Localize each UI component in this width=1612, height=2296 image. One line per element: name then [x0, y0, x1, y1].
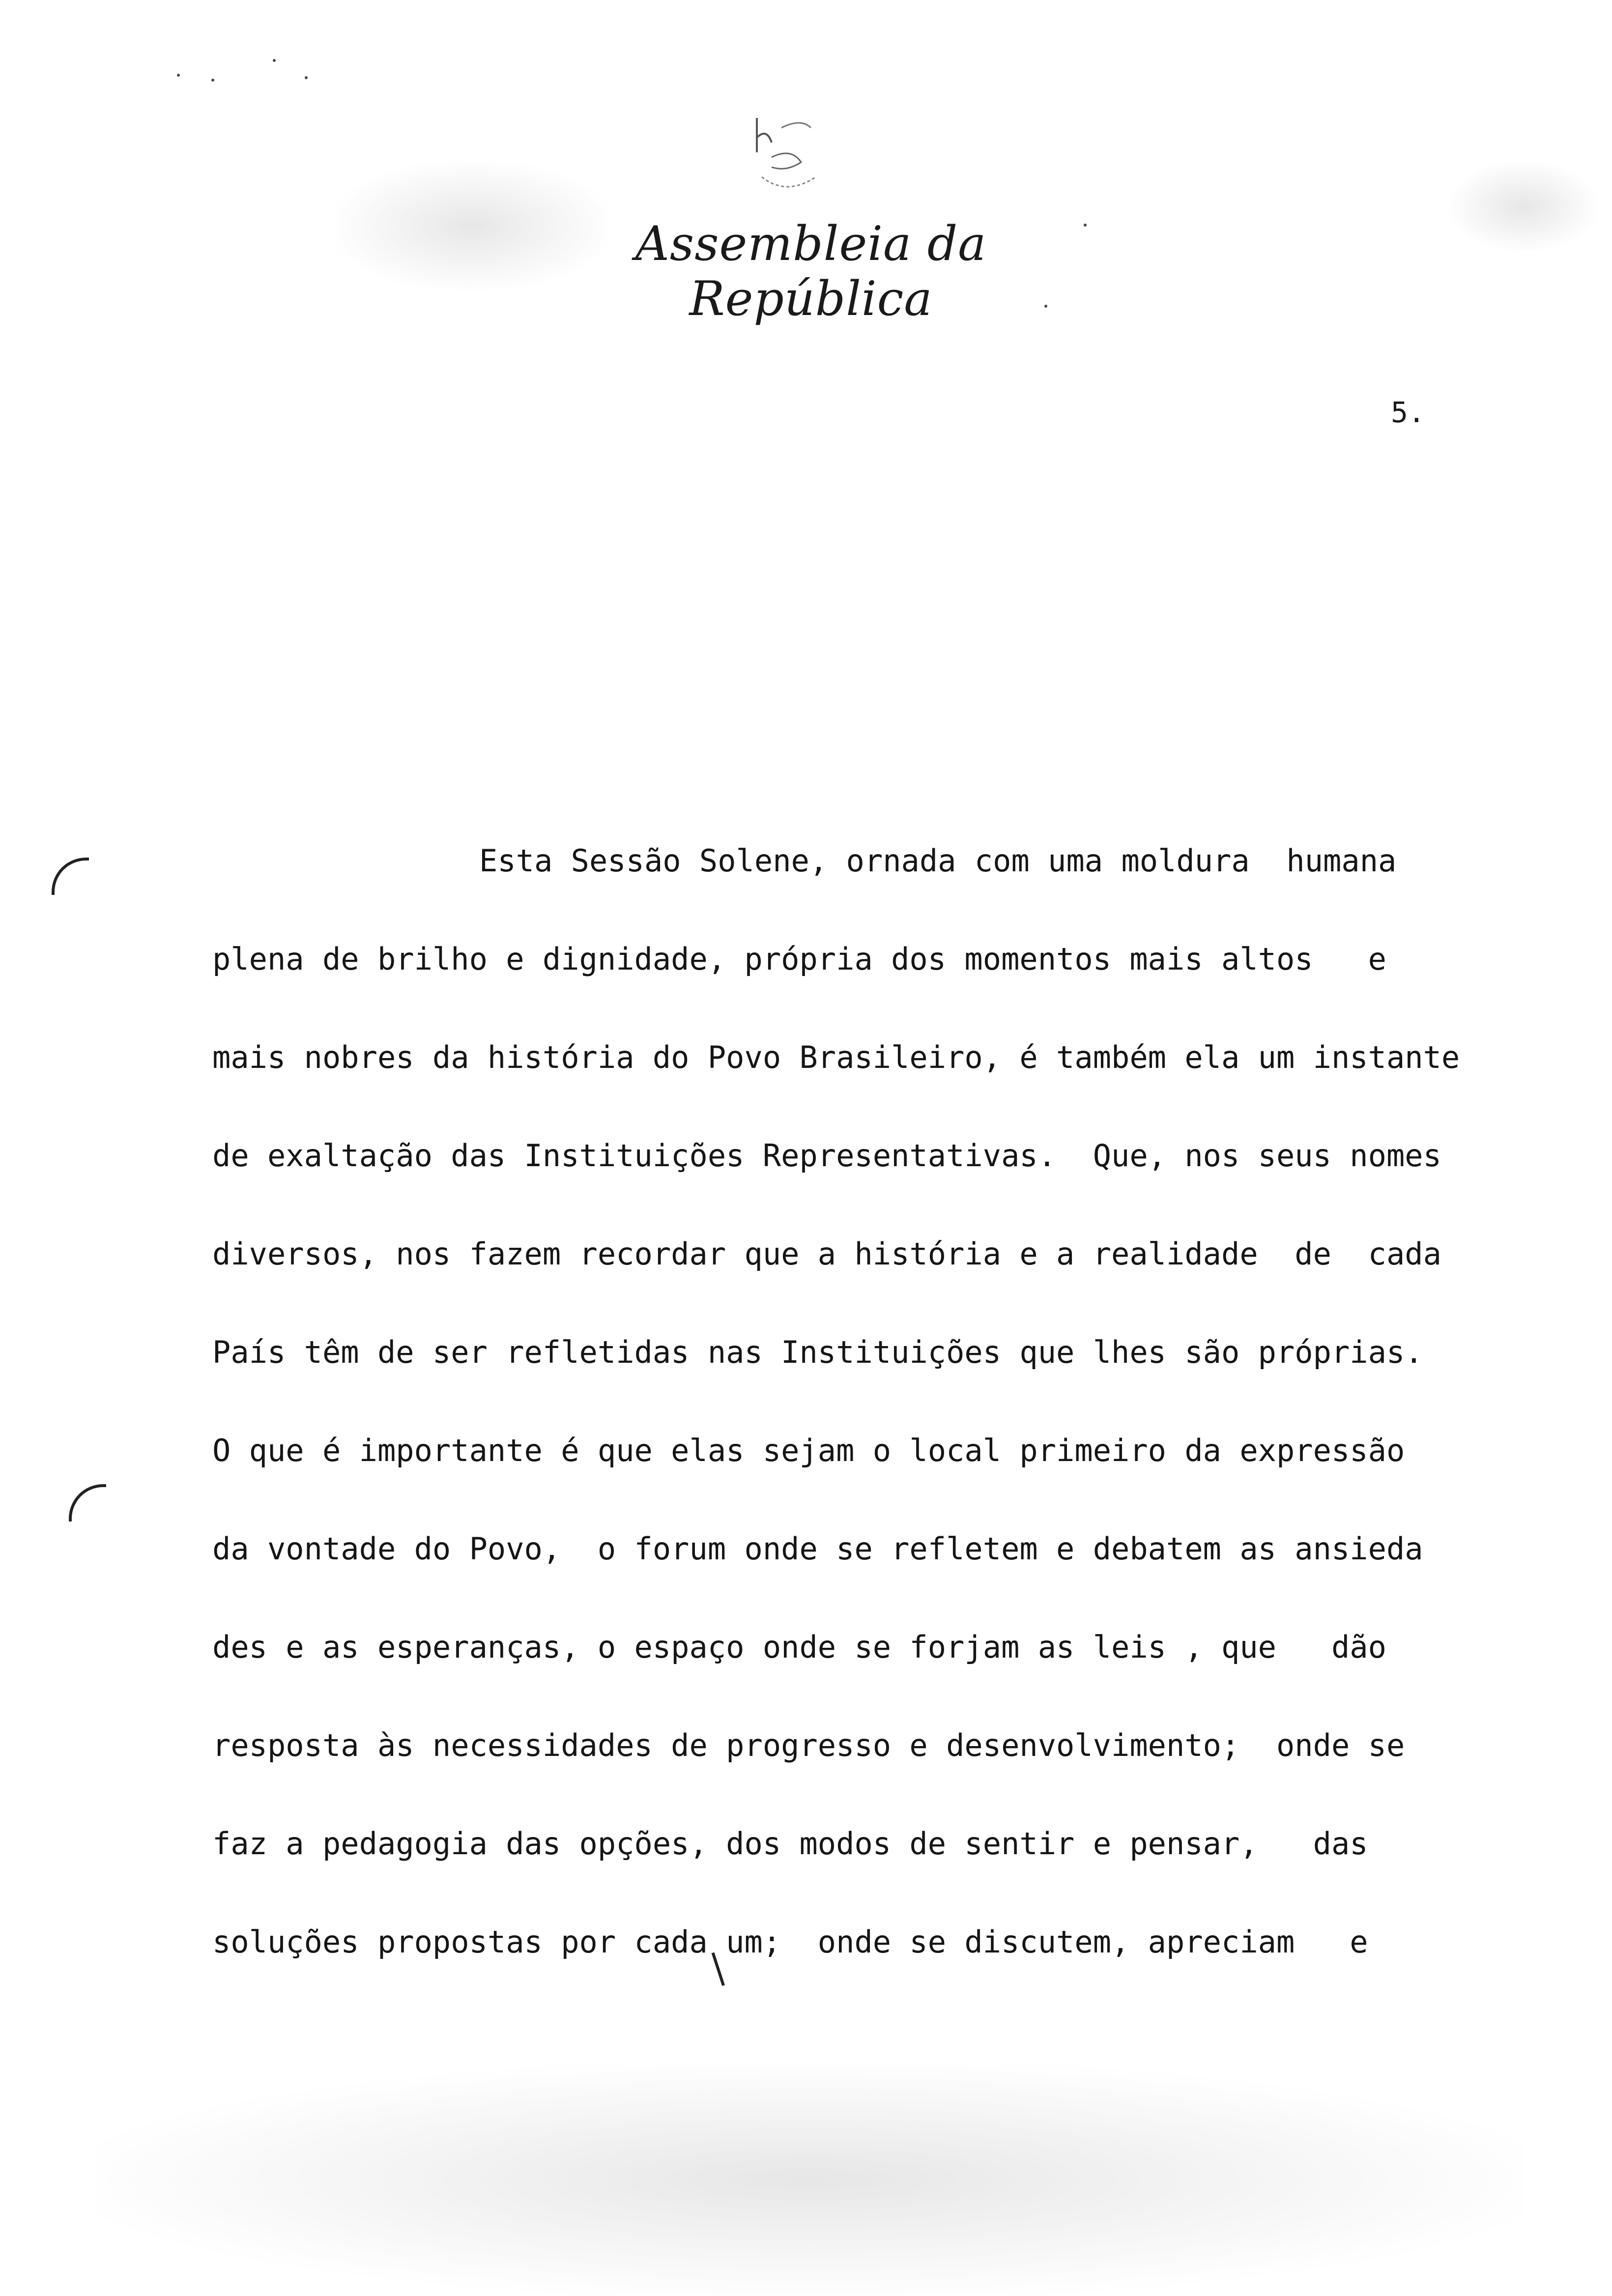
- text-line: de exaltação das Instituições Representativas. Que, nos seus nomes: [212, 1138, 1441, 1174]
- scan-speck: [1084, 224, 1087, 227]
- text-line: resposta às necessidades de progresso e desenvolvimento; onde se: [212, 1727, 1405, 1763]
- text-line: faz a pedagogia das opções, dos modos de sentir e pensar, das: [212, 1826, 1368, 1862]
- letterhead-title: Assembleia da República: [635, 216, 987, 326]
- margin-bracket-mark: [52, 858, 89, 895]
- page-number: 5.: [1391, 396, 1425, 429]
- margin-bracket-mark: [69, 1484, 106, 1521]
- text-line: O que é importante é que elas sejam o local primeiro da expressão: [212, 1433, 1405, 1468]
- scan-speck: [177, 74, 180, 77]
- text-line: soluções propostas por cada um; onde se discutem, apreciam e: [212, 1924, 1368, 1960]
- scan-speck: [305, 76, 308, 79]
- scan-speck: [211, 79, 214, 82]
- text-line: diversos, nos fazem recordar que a história e a realidade de cada: [212, 1236, 1441, 1272]
- text-line: Esta Sessão Solene, ornada com uma moldura humana: [479, 843, 1397, 879]
- text-line: des e as esperanças, o espaço onde se forjam as leis , que dão: [212, 1629, 1386, 1665]
- text-line: mais nobres da história do Povo Brasileiro, é também ela um instante: [212, 1039, 1460, 1075]
- text-line: País têm de ser refletidas nas Instituições que lhes são próprias.: [212, 1334, 1423, 1370]
- text-line: da vontade do Povo, o forum onde se refletem e debatem as ansieda: [212, 1531, 1423, 1567]
- text-line: plena de brilho e dignidade, própria dos momentos mais altos e: [212, 941, 1386, 977]
- parliament-emblem-icon: [727, 98, 845, 206]
- scan-speck: [273, 59, 276, 62]
- scan-smudge: [1450, 162, 1597, 251]
- scan-smudge: [98, 2064, 1524, 2295]
